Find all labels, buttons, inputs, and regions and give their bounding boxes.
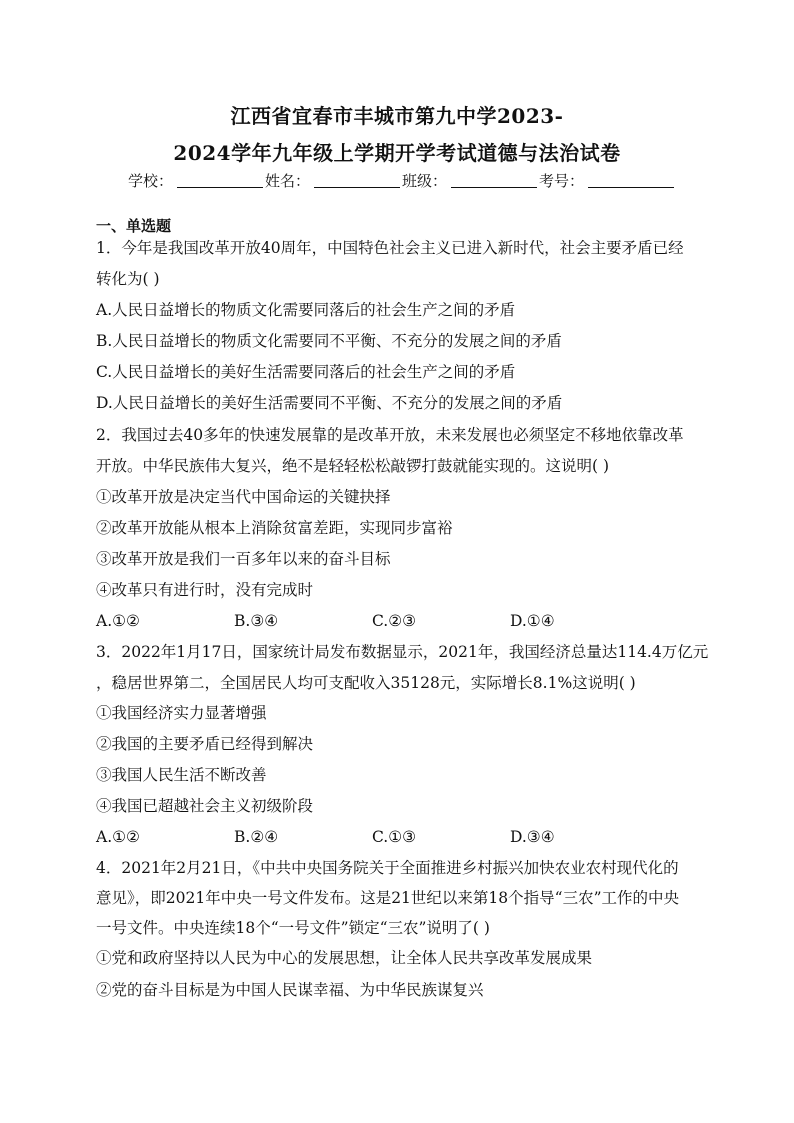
class-label: 班级： bbox=[402, 172, 448, 190]
q3-statement-4: ④我国已超越社会主义初级阶段 bbox=[96, 797, 314, 815]
q2-statement-4: ④改革只有进行时，没有完成时 bbox=[96, 581, 314, 599]
q3-options bbox=[96, 827, 706, 847]
q3-statement-3: ③我国人民生活不断改善 bbox=[96, 766, 267, 784]
q3-option-c: C.①③ bbox=[372, 828, 417, 846]
q3-stem-line2: ，稳居世界第二，全国居民人均可支配收入35128元，实际增长8.1%这说明( ) bbox=[96, 674, 636, 692]
school-label: 学校： bbox=[128, 172, 174, 190]
q2-option-d: D.①④ bbox=[510, 612, 555, 630]
q3-statement-2: ②我国的主要矛盾已经得到解决 bbox=[96, 735, 314, 753]
q3-option-a: A.①② bbox=[96, 828, 140, 846]
q1-option-a: A.人民日益增长的物质文化需要同落后的社会生产之间的矛盾 bbox=[96, 301, 516, 319]
name-label: 姓名： bbox=[265, 172, 311, 190]
q2-statement-2: ②改革开放能从根本上消除贫富差距，实现同步富裕 bbox=[96, 519, 453, 537]
q1-stem-line1: 1．今年是我国改革开放40周年，中国特色社会主义已进入新时代，社会主要矛盾已经 bbox=[96, 239, 684, 257]
exam-number-blank[interactable] bbox=[588, 173, 674, 188]
q4-statement-2: ②党的奋斗目标是为中国人民谋幸福、为中华民族谋复兴 bbox=[96, 981, 484, 999]
q2-options bbox=[96, 611, 706, 631]
q4-stem-line2: 意见》，即2021年中央一号文件发布。这是21世纪以来第18个指导“三农”工作的中央 bbox=[96, 889, 679, 907]
section-title: 一、单选题 bbox=[96, 217, 172, 235]
exam-title-line1: 江西省宜春市丰城市第九中学2023- bbox=[230, 104, 564, 128]
q4-stem-line3: 一号文件。中央连续18个“一号文件”锁定“三农”说明了( ) bbox=[96, 919, 490, 937]
q3-option-b: B.②④ bbox=[234, 828, 279, 846]
q1-option-b: B.人民日益增长的物质文化需要同不平衡、不充分的发展之间的矛盾 bbox=[96, 332, 562, 350]
q1-option-d: D.人民日益增长的美好生活需要同不平衡、不充分的发展之间的矛盾 bbox=[96, 394, 563, 412]
q1-option-c: C.人民日益增长的美好生活需要同落后的社会生产之间的矛盾 bbox=[96, 363, 516, 381]
q3-stem-line1: 3．2022年1月17日，国家统计局发布数据显示，2021年，我国经济总量达114.4万亿元 bbox=[96, 643, 709, 661]
exam-number-label: 考号： bbox=[539, 172, 585, 190]
q4-stem-line1: 4．2021年2月21日，《中共中央国务院关于全面推进乡村振兴加快农业农村现代化的 bbox=[96, 859, 679, 877]
q2-statement-1: ①改革开放是决定当代中国命运的关键抉择 bbox=[96, 488, 391, 506]
q1-stem-line2: 转化为( ) bbox=[96, 270, 160, 288]
q2-stem-line1: 2．我国过去40多年的快速发展靠的是改革开放，未来发展也必须坚定不移地依靠改革 bbox=[96, 426, 684, 444]
q3-statement-1: ①我国经济实力显著增强 bbox=[96, 704, 267, 722]
q3-option-d: D.③④ bbox=[510, 828, 555, 846]
exam-title-line2: 2024学年九年级上学期开学考试道德与法治试卷 bbox=[173, 141, 621, 165]
q2-option-c: C.②③ bbox=[372, 612, 417, 630]
name-blank[interactable] bbox=[314, 173, 400, 188]
class-blank[interactable] bbox=[451, 173, 537, 188]
q4-statement-1: ①党和政府坚持以人民为中心的发展思想，让全体人民共享改革发展成果 bbox=[96, 949, 593, 967]
q2-option-a: A.①② bbox=[96, 612, 140, 630]
q2-option-b: B.③④ bbox=[234, 612, 279, 630]
student-info-row bbox=[128, 170, 688, 191]
q2-stem-line2: 开放。中华民族伟大复兴，绝不是轻轻松松敲锣打鼓就能实现的。这说明( ) bbox=[96, 457, 610, 475]
q2-statement-3: ③改革开放是我们一百多年以来的奋斗目标 bbox=[96, 550, 391, 568]
school-blank[interactable] bbox=[177, 173, 263, 188]
